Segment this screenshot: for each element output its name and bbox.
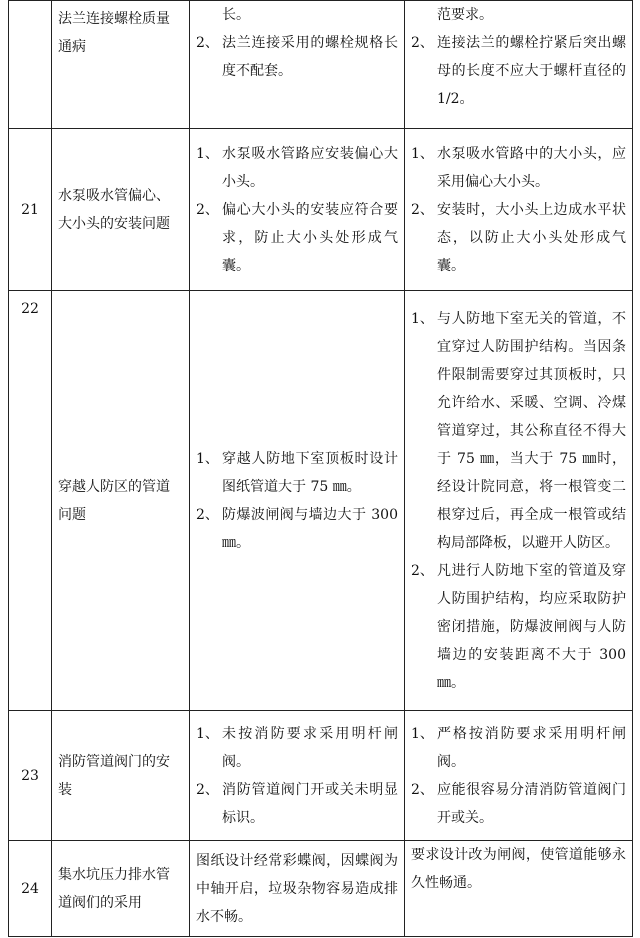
- defects-table: [8, 0, 633, 937]
- measures-cell: [405, 129, 633, 291]
- list-item: 1、 穿越人防地下室顶板时设计图纸管道大于 75 ㎜。: [196, 450, 398, 495]
- measures-cell: 要求设计改为闸阀，使管道能够永久性畅通。: [405, 841, 633, 937]
- list-item: 2、 安装时，大小头上边成水平状态，以防止大小头处形成气囊。: [411, 201, 626, 274]
- table-row: [9, 711, 633, 841]
- list-item: 长。: [222, 7, 250, 23]
- row-number: 22: [9, 291, 52, 711]
- measures-cell: [405, 291, 633, 711]
- list-item: 2、 法兰连接采用的螺栓规格长度不配套。: [196, 35, 398, 79]
- list-item: 1、 严格按消防要求采用明杆闸阀。: [411, 725, 626, 770]
- problem-cell: 集水坑压力排水管道阀们的采用: [52, 841, 190, 937]
- problem-cell: 法兰连接螺栓质量通病: [52, 1, 190, 129]
- row-number: 21: [9, 129, 52, 291]
- list-item: 1、 水泵吸水管路中的大小头，应采用偏心大小头。: [411, 145, 626, 190]
- row-number: [9, 1, 52, 129]
- list-item: 2、 防爆波闸阀与墙边大于 300 ㎜。: [196, 506, 398, 551]
- measures-cell: [405, 711, 633, 841]
- problem-cell: 穿越人防区的管道问题: [52, 291, 190, 711]
- list-item: 2、 消防管道阀门开或关未明显标识。: [196, 781, 398, 826]
- table-row: [9, 841, 633, 937]
- row-number: 23: [9, 711, 52, 841]
- table-row: [9, 129, 633, 291]
- list-item: 2、 连接法兰的螺栓拧紧后突出螺母的长度不应大于螺杆直径的1/2。: [411, 35, 626, 107]
- list-item: 1、 水泵吸水管路应安装偏心大小头。: [196, 145, 398, 190]
- list-item: 1、 与人防地下室无关的管道，不宜穿过人防围护结构。当因条件限制需要穿过其顶板时，只允许给水、采暖、空调、冷煤管道穿过，其公称直径不得大于 75 ㎜，当大于 75 ㎜时，经设计院同意，将一根管变二根穿过后，再全成一根管或结构局部降板，以避开人防区。: [411, 310, 626, 551]
- table-row: [9, 291, 633, 711]
- list-item: 2、 凡进行人防地下室的管道及穿人防围护结构，均应采取防护密闭措施，防爆波闸阀与人防墙边的安装距离不大于 300 ㎜。: [411, 562, 626, 691]
- manifest-cell: [190, 129, 405, 291]
- list-item: 范要求。: [437, 7, 493, 23]
- problem-cell: 水泵吸水管偏心、大小头的安装问题: [52, 129, 190, 291]
- row-number: 24: [9, 841, 52, 937]
- measures-cell: [405, 1, 633, 129]
- manifest-cell: [190, 711, 405, 841]
- list-item: 1、 未按消防要求采用明杆闸阀。: [196, 725, 398, 770]
- table-row: [9, 1, 633, 129]
- list-item: 2、 应能很容易分清消防管道阀门开或关。: [411, 781, 626, 826]
- manifest-cell: [190, 1, 405, 129]
- manifest-cell: 图纸设计经常彩蝶阀，因蝶阀为中轴开启，垃圾杂物容易造成排水不畅。: [190, 841, 405, 937]
- problem-cell: 消防管道阀门的安装: [52, 711, 190, 841]
- manifest-cell: [190, 291, 405, 711]
- list-item: 2、 偏心大小头的安装应符合要求，防止大小头处形成气囊。: [196, 201, 398, 274]
